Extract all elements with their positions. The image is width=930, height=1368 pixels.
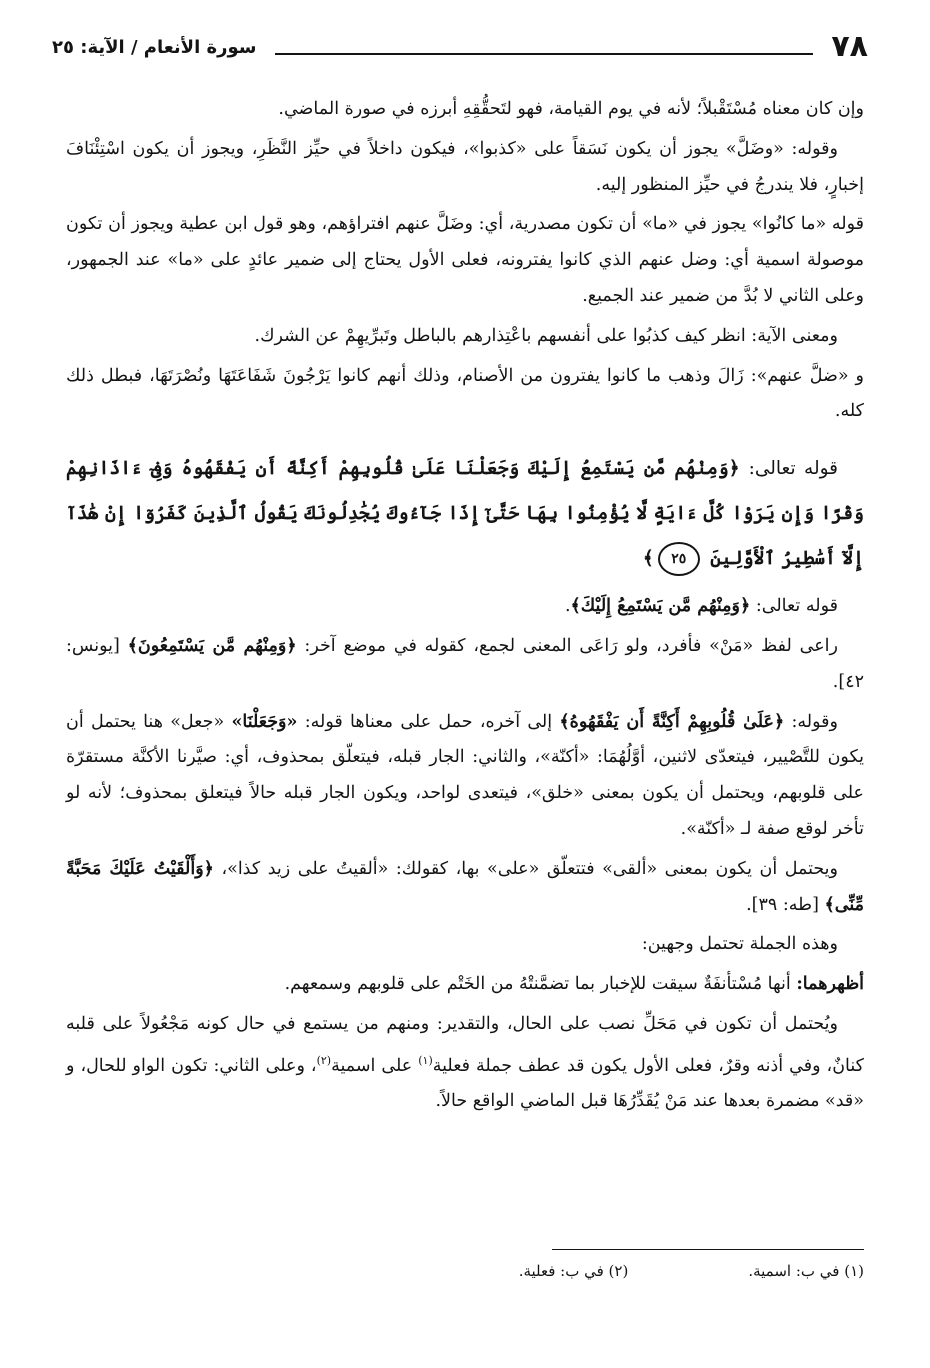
page-number: ٧٨	[831, 29, 868, 64]
quran-verse-block	[66, 446, 864, 581]
p12-text-a: ويُحتمل أن تكون في مَحَلِّ نصب على الحال، والتقدير: ومنهم من يستمع في حال كونه مَجْعُولاً على قلبه كنانٌ، وفي أذنه وقرٌ، فعلى الأول يكون قد عطف جملة فعلية	[66, 1013, 864, 1076]
p11-text: أنها مُسْتأنفَةٌ سيقت للإخبار بما تضمَّنتْهُ من الخَتْم على قلوبهم وسمعهم.	[284, 974, 791, 995]
paragraph-2: وقوله: «وضَلَّ» يجوز أن يكون نَسَقاً على «كذبوا»، فيكون داخلاً في حيِّز النَّظَرِ، ويجوز أن يكون اسْتِئْنَافَ إخبارٍ، فلا يندرجُ في حيِّز المنظور إليه.	[66, 138, 864, 195]
footnote-1: (١) في ب: اسمية.	[748, 1262, 864, 1280]
page-body	[66, 92, 864, 1124]
paragraph-4: ومعنى الآية: انظر كيف كذبُوا على أنفسهم باعْتِذارهم بالباطل وتَبرِّيهِمْ عن الشرك.	[254, 325, 838, 346]
paragraph-5: و «ضلَّ عنهم»: زَالَ وذهب ما كانوا يفترون من الأصنام، وذلك أنهم كانوا يَرْجُونَ شَفَاعَتَهَا ونُصْرَتَهَا، فبطل ذلك كله.	[66, 365, 864, 422]
paragraph-12	[66, 1007, 864, 1120]
footnote-2: (٢) في ب: فعلية.	[518, 1262, 629, 1280]
quran-lead: قوله تعالى:	[748, 458, 838, 480]
paragraph-10: وهذه الجملة تحتمل وجهين:	[641, 934, 838, 955]
paragraph-9	[66, 852, 864, 924]
p9-citation: [طه: ٣٩].	[746, 894, 819, 915]
p6-quran-quote: ﴿وَمِنْهُم مَّن يَسْتَمِعُ إِلَيْكَ﴾	[570, 596, 751, 617]
running-title: سورة الأنعام / الآية: ٢٥	[52, 36, 257, 58]
quran-close-bracket: ﴾	[642, 548, 654, 570]
p8-quran-quote-2: «وَجَعَلْنَا»	[231, 711, 298, 732]
p9-quran-quote: ﴿وَأَلْقَيْتُ عَلَيْكَ مَحَبَّةً مِّنِّى﴾	[66, 858, 864, 915]
p11-lead: أظهرهما:	[796, 974, 864, 995]
p6-lead: قوله تعالى:	[755, 596, 838, 617]
quran-verse-text: ﴿وَمِنْهُم مَّن يَسْتَمِعُ إِلَيْكَ وَجَعَلْنَا عَلَىٰ قُلُوبِهِمْ أَكِنَّةً أَن يَفْقَهُوهُ وَفِىٓ ءَاذَانِهِمْ وَقْرًا وَإِن يَرَوْا كُلَّ ءَايَةٍ لَّا يُؤْمِنُوا بِهَا حَتَّىٰٓ إِذَا جَآءُوكَ يُجَٰدِلُونَكَ يَقُولُ ٱلَّذِينَ كَفَرُوٓا إِنْ هَٰذَآ إِلَّآ أَسَٰطِيرُ ٱلْأَوَّلِينَ	[66, 458, 864, 570]
paragraph-6	[66, 589, 864, 625]
p8-text-a: وقوله:	[791, 711, 838, 732]
footnote-ref-2[interactable]: (٢)	[316, 1053, 332, 1067]
p8-quran-quote-1: ﴿عَلَىٰ قُلُوبِهِمْ أَكِنَّةً أَن يَفْقَهُوهُ﴾	[559, 711, 785, 732]
p7-text-a: راعى لفظ «مَنْ» فأفرد، ولو رَاعَى المعنى لجمع، كقوله في موضع آخر:	[304, 635, 838, 656]
header-rule	[275, 53, 814, 55]
p9-text-a: ويحتمل أن يكون بمعنى «ألقى» فتتعلّق «على» بها، كقولك: «ألقيتُ على زيد كذا»،	[221, 858, 838, 879]
ayah-number-marker: ٢٥	[658, 542, 700, 576]
p8-text-b: إلى آخره، حمل على معناها قوله:	[304, 711, 553, 732]
p7-quran-quote: ﴿وَمِنْهُم مَّن يَسْتَمِعُونَ﴾	[127, 635, 297, 656]
page-header	[52, 26, 868, 68]
p6-end: .	[564, 596, 571, 617]
paragraph-7	[66, 629, 864, 701]
p12-text-b: على اسمية	[331, 1055, 413, 1076]
paragraph-8	[66, 705, 864, 848]
paragraph-3: قوله «ما كانُوا» يجوز في «ما» أن تكون مصدرية، أي: وضَلَّ عنهم افتراؤهم، وهو قول ابن عطية ويجوز أن تكون موصولة اسمية أي: وضل عنهم الذي كانوا يفترونه، فعلى الأول يحتاج إلى ضمير عائدٍ على «ما» عند الجمهور، وعلى الثاني لا بُدَّ من ضمير عند الجميع.	[66, 214, 864, 306]
footnote-ref-1[interactable]: (١)	[418, 1053, 433, 1067]
footnote-separator	[552, 1249, 864, 1250]
p8-text-c: «جعل» هنا يحتمل أن يكون للتَّصْيير، فيتعدّى لاثنين، أوَّلُهُمَا: «أكنّة»، والثاني: الجار قبله، فيتعلّق بمحذوف، أي: صيَّرنا الأكنَّة مستقرّة على قلوبهم، ويحتمل أن يكون بمعنى «خلق»، فيتعدى لواحد، ويكون الجار قبله حالاً فيتعلق بمحذوف؛ لأنه لو تأخر لوقع صفة لـ «أكنّة».	[66, 711, 864, 839]
paragraph-11	[66, 967, 864, 1003]
paragraph-1: وإن كان معناه مُسْتَقْبلاً؛ لأنه في يوم القيامة، فهو لتَحقُّقِهِ أبرزه في صورة الماضي.	[278, 99, 864, 119]
p12-text-c: ، وعلى الثاني: تكون الواو للحال، و «قد» مضمرة بعدها عند مَنْ يُقَدِّرُهَا قبل الماضي الواقع حالاً.	[66, 1055, 864, 1112]
footnotes	[66, 1262, 864, 1280]
p7-citation: [يونس: ٤٢].	[66, 635, 864, 692]
